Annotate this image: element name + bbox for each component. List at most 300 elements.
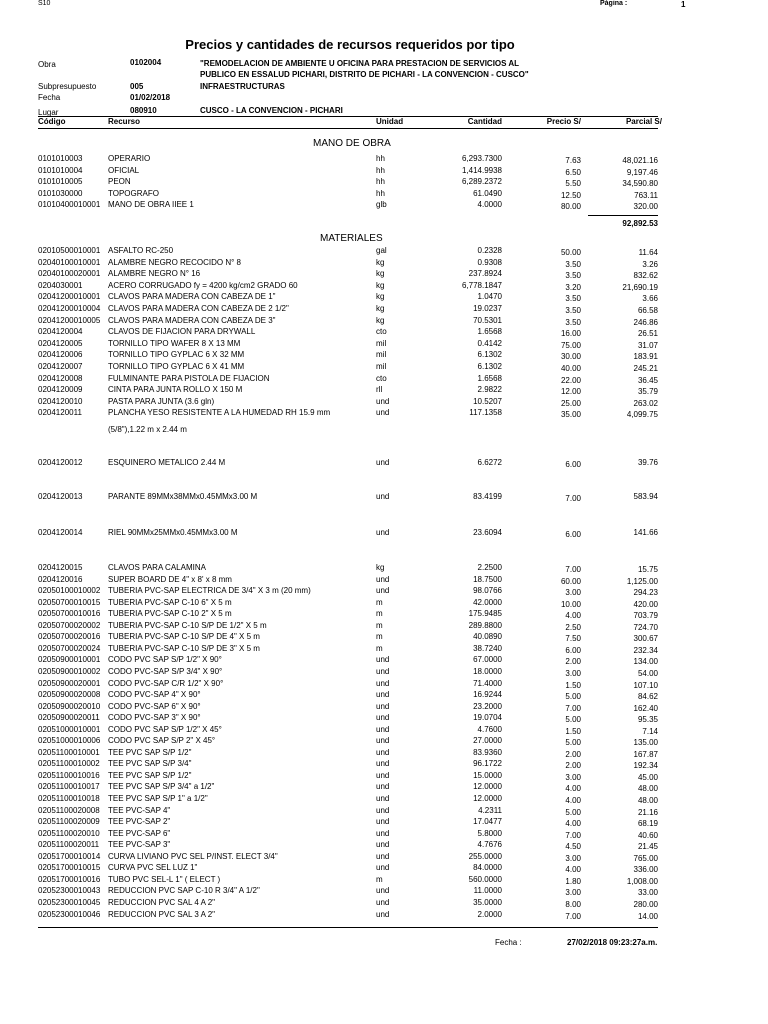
cell-unidad: m — [376, 874, 383, 884]
cell-codigo: 02051700010016 — [38, 874, 101, 884]
cell-unidad: und — [376, 736, 390, 746]
cell-recurso: PARANTE 89MMx38MMx0.45MMx3.00 M — [108, 492, 258, 501]
table-row — [0, 655, 768, 666]
cell-recurso: TORNILLO TIPO GYPLAC 6 X 32 MM — [108, 350, 245, 360]
cell-unidad: und — [376, 828, 390, 838]
page-label: Página : — [600, 0, 628, 7]
cell-recurso: REDUCCION PVC SAL 3 A 2" — [108, 909, 216, 919]
cell-parcial: 3.26 — [642, 259, 658, 269]
cell-parcial: 765.00 — [633, 853, 658, 863]
cell-parcial: 141.66 — [633, 528, 658, 537]
table-row — [0, 304, 768, 315]
cell-unidad: und — [376, 747, 390, 757]
cell-codigo: 0101010005 — [38, 177, 83, 187]
cell-unidad: und — [376, 458, 390, 467]
table-row — [0, 806, 768, 817]
cell-codigo: 0204120005 — [38, 338, 83, 348]
cell-codigo: 02052300010043 — [38, 886, 101, 896]
cell-codigo: 02010500010001 — [38, 246, 101, 255]
cell-cantidad: 4.2311 — [478, 805, 502, 815]
cell-unidad: kg — [376, 257, 385, 267]
cell-precio: 16.00 — [560, 329, 581, 339]
cell-codigo: 0204120004 — [38, 327, 83, 337]
table-row — [0, 563, 768, 574]
cell-codigo: 02050900020008 — [38, 690, 101, 700]
cell-parcial: 9,197.46 — [626, 167, 658, 177]
cell-precio: 4.00 — [565, 819, 581, 829]
cell-precio: 6.00 — [565, 460, 581, 469]
mano-obra-total: 92,892.53 — [622, 219, 658, 228]
cell-unidad: und — [376, 851, 390, 861]
page-title: Precios y cantidades de recursos requeridos por tipo — [185, 37, 515, 52]
cell-codigo: 0204120016 — [38, 574, 83, 584]
column-header — [0, 117, 768, 128]
cell-cantidad: 2.2500 — [477, 563, 502, 572]
cell-recurso: CLAVOS PARA MADERA CON CABEZA DE 1" — [108, 292, 276, 302]
cell-cantidad: 61.0490 — [473, 188, 502, 198]
cell-cantidad: 2.0000 — [477, 909, 502, 919]
cell-recurso: TEE PVC-SAP 3" — [108, 840, 171, 850]
cell-parcial: 320.00 — [633, 202, 658, 212]
cell-recurso: TORNILLO TIPO WAFER 8 X 13 MM — [108, 338, 241, 348]
table-row — [0, 748, 768, 759]
cell-cantidad: 18.0000 — [473, 666, 502, 676]
table-row — [0, 575, 768, 586]
cell-recurso: TUBO PVC SEL-L 1" ( ELECT ) — [108, 874, 221, 884]
cell-parcial: 40.60 — [637, 830, 658, 840]
cell-cantidad: 83.9360 — [473, 747, 502, 757]
cell-recurso: CODO PVC-SAP C/R 1/2" X 90° — [108, 678, 224, 688]
obra-desc-1: "REMODELACION DE AMBIENTE U OFICINA PARA PRESTACION DE SERVICIOS AL — [200, 59, 520, 68]
cell-precio: 60.00 — [560, 576, 581, 586]
cell-parcial: 7.14 — [642, 726, 658, 736]
cell-codigo: 0204120014 — [38, 528, 83, 537]
mano-obra-total-rule — [588, 215, 658, 216]
cell-parcial: 36.45 — [637, 375, 658, 385]
table-row — [0, 397, 768, 408]
report-code: S10 — [38, 0, 51, 7]
cell-precio: 2.50 — [565, 622, 581, 632]
cell-recurso: CODO PVC SAP S/P 1/2" X 90° — [108, 655, 222, 665]
cell-precio: 6.00 — [565, 530, 581, 539]
cell-precio: 7.00 — [565, 703, 581, 713]
cell-parcial: 4,099.75 — [626, 410, 658, 420]
cell-cantidad: 84.0000 — [473, 863, 502, 873]
cell-parcial: 1,008.00 — [626, 876, 658, 886]
cell-recurso: PLANCHA YESO RESISTENTE A LA HUMEDAD RH 15.9 mm — [108, 408, 331, 418]
cell-cantidad: 19.0704 — [473, 713, 502, 723]
cell-unidad: hh — [376, 188, 385, 198]
cell-unidad: und — [376, 897, 390, 907]
cell-recurso: FULMINANTE PARA PISTOLA DE FIJACION — [108, 373, 270, 383]
cell-precio: 7.00 — [565, 494, 581, 503]
cell-unidad: m — [376, 609, 383, 619]
cell-parcial: 21,690.19 — [622, 282, 658, 292]
cell-precio: 3.00 — [565, 588, 581, 598]
cell-codigo: 02040100010001 — [38, 257, 101, 267]
cell-precio: 50.00 — [560, 248, 581, 257]
cell-codigo: 02050700010015 — [38, 597, 101, 607]
cell-unidad: und — [376, 492, 390, 501]
table-row — [0, 632, 768, 643]
cell-recurso: CODO PVC-SAP 4" X 90° — [108, 690, 201, 700]
table-row — [0, 621, 768, 632]
cell-precio: 12.00 — [560, 387, 581, 397]
table-row — [0, 771, 768, 782]
header-bottom-rule — [38, 128, 658, 129]
cell-precio: 3.50 — [565, 317, 581, 327]
cell-cantidad: 6,289.2372 — [461, 177, 502, 187]
cell-parcial: 162.40 — [633, 703, 658, 713]
cell-precio: 4.00 — [565, 796, 581, 805]
cell-precio: 1.80 — [565, 876, 581, 886]
obra-label: Obra — [38, 60, 56, 69]
cell-parcial: 34,590.80 — [622, 179, 658, 189]
table-row — [0, 316, 768, 327]
cell-codigo: 02041200010001 — [38, 292, 101, 302]
cell-precio: 2.00 — [565, 761, 581, 771]
table-row — [0, 189, 768, 200]
table-row — [0, 350, 768, 361]
cell-cantidad: 6,293.7300 — [461, 154, 502, 163]
cell-cantidad: 38.7240 — [473, 643, 502, 653]
cell-unidad: kg — [376, 315, 385, 325]
cell-cantidad: 19.0237 — [473, 304, 502, 313]
table-row — [0, 598, 768, 609]
table-row — [0, 886, 768, 897]
table-row — [0, 177, 768, 188]
col-recurso: Recurso — [108, 117, 141, 126]
table-row — [0, 840, 768, 851]
cell-precio: 12.50 — [560, 190, 581, 200]
cell-parcial: 95.35 — [637, 715, 658, 725]
cell-recurso: CODO PVC-SAP 3" X 90° — [108, 713, 201, 723]
cell-recurso: TEE PVC SAP S/P 1" a 1/2" — [108, 794, 208, 803]
cell-precio: 5.00 — [565, 715, 581, 725]
cell-codigo: 02051100020009 — [38, 817, 100, 827]
cell-recurso: ALAMBRE NEGRO N° 16 — [108, 269, 201, 279]
cell-parcial: 35.79 — [637, 387, 658, 397]
table-row — [0, 258, 768, 269]
cell-unidad: und — [376, 408, 390, 418]
cell-cantidad: 6,778.1847 — [461, 280, 502, 290]
cell-parcial: 14.00 — [637, 911, 658, 921]
cell-unidad: und — [376, 678, 390, 688]
cell-recurso: SUPER BOARD DE 4" x 8' x 8 mm — [108, 574, 232, 584]
cell-precio: 40.00 — [560, 364, 581, 373]
cell-cantidad: 175.9485 — [468, 609, 502, 619]
cell-precio: 75.00 — [560, 340, 581, 350]
table-row — [0, 458, 768, 469]
cell-codigo: 02051100010018 — [38, 794, 100, 803]
cell-cantidad: 70.5301 — [473, 315, 502, 325]
cell-unidad: und — [376, 840, 390, 850]
cell-parcial: 134.00 — [633, 657, 658, 667]
cell-recurso: TUBERIA PVC-SAP C-10 S/P DE 3" X 5 m — [108, 643, 260, 653]
cell-parcial: 48.00 — [637, 784, 658, 794]
cell-precio: 30.00 — [560, 352, 581, 362]
cell-unidad: und — [376, 666, 390, 676]
cell-recurso: PEON — [108, 177, 131, 187]
cell-recurso: CLAVOS PARA CALAMINA — [108, 563, 206, 572]
cell-precio: 3.00 — [565, 668, 581, 678]
cell-parcial: 420.00 — [633, 599, 658, 609]
col-cantidad: Cantidad — [467, 117, 502, 126]
table-row — [0, 528, 768, 539]
cell-unidad: und — [376, 863, 390, 873]
table-row — [0, 492, 768, 503]
cell-codigo: 02052300010046 — [38, 909, 101, 919]
cell-precio: 4.00 — [565, 784, 581, 794]
cell-precio: 3.00 — [565, 888, 581, 898]
cell-unidad: mil — [376, 362, 387, 371]
cell-unidad: und — [376, 713, 390, 723]
cell-parcial: 26.51 — [637, 329, 658, 339]
cell-precio: 2.00 — [565, 657, 581, 667]
cell-cantidad: 23.6094 — [473, 528, 502, 537]
cell-codigo: 0204120009 — [38, 385, 83, 395]
cell-codigo: 01010400010001 — [38, 200, 101, 210]
cell-codigo: 0101030000 — [38, 188, 83, 198]
cell-unidad: und — [376, 909, 390, 919]
cell-codigo: 02050700010016 — [38, 609, 101, 619]
cell-precio: 3.50 — [565, 259, 581, 269]
cell-cantidad: 23.2000 — [473, 701, 502, 711]
cell-parcial: 45.00 — [637, 772, 658, 782]
cell-codigo: 0101010003 — [38, 154, 83, 163]
table-row — [0, 829, 768, 840]
cell-precio: 3.50 — [565, 306, 581, 315]
cell-unidad: kg — [376, 269, 385, 279]
cell-cantidad: 18.7500 — [473, 574, 502, 584]
cell-precio: 4.50 — [565, 842, 581, 852]
cell-codigo: 02051100010017 — [38, 782, 100, 792]
fecha-value: 01/02/2018 — [130, 93, 171, 102]
cell-codigo: 02050900010002 — [38, 666, 101, 676]
cell-unidad: glb — [376, 200, 387, 210]
cell-unidad: und — [376, 817, 390, 827]
cell-codigo: 0204120010 — [38, 396, 83, 406]
table-row — [0, 852, 768, 863]
cell-cantidad: 4.7600 — [477, 724, 502, 734]
cell-unidad: und — [376, 805, 390, 815]
cell-parcial: 54.00 — [637, 668, 658, 678]
section-mano-obra: MANO DE OBRA — [313, 138, 391, 149]
cell-unidad: und — [376, 586, 390, 596]
cell-recurso: CLAVOS DE FIJACION PARA DRYWALL — [108, 327, 256, 337]
cell-cantidad: 0.4142 — [477, 338, 502, 348]
cell-recurso: CODO PVC-SAP 6" X 90° — [108, 701, 201, 711]
cell-recurso: TEE PVC-SAP 2" — [108, 817, 171, 827]
cell-precio: 8.00 — [565, 899, 581, 909]
cell-precio: 6.00 — [565, 645, 581, 655]
cell-precio: 4.00 — [565, 865, 581, 875]
table-row — [0, 725, 768, 736]
cell-unidad: cto — [376, 373, 387, 383]
cell-recurso: TUBERIA PVC-SAP ELECTRICA DE 3/4" X 3 m (20 mm) — [108, 586, 311, 596]
cell-precio: 7.63 — [565, 156, 581, 165]
cell-unidad: kg — [376, 563, 385, 572]
cell-codigo: 0204120015 — [38, 563, 83, 572]
cell-codigo: 0204120012 — [38, 458, 83, 467]
cell-precio: 25.00 — [560, 398, 581, 408]
cell-recurso: TOPOGRAFO — [108, 188, 159, 198]
cell-cantidad: 6.1302 — [477, 362, 502, 371]
cell-unidad: kg — [376, 292, 385, 302]
cell-cantidad: 71.4000 — [473, 678, 502, 688]
obra-desc-2: PUBLICO EN ESSALUD PICHARI, DISTRITO DE PICHARI - LA CONVENCION - CUSCO" — [200, 70, 529, 79]
cell-codigo: 02041200010005 — [38, 315, 101, 325]
cell-codigo: 02051000010006 — [38, 736, 101, 746]
subpresupuesto-code: 005 — [130, 82, 144, 91]
cell-codigo: 02050700020016 — [38, 632, 101, 642]
cell-cantidad: 98.0766 — [473, 586, 502, 596]
cell-cantidad: 289.8800 — [468, 620, 502, 630]
lugar-label: Lugar — [38, 108, 59, 117]
col-precio: Precio S/ — [546, 117, 581, 126]
cell-recurso: TEE PVC SAP S/P 3/4" — [108, 759, 192, 769]
table-row — [0, 166, 768, 177]
cell-cantidad: 0.2328 — [477, 246, 502, 255]
cell-cantidad: 12.0000 — [473, 782, 502, 792]
table-row — [0, 736, 768, 747]
table-row — [0, 327, 768, 338]
cell-cantidad: 1.0470 — [477, 292, 502, 302]
cell-unidad: und — [376, 574, 390, 584]
table-row — [0, 794, 768, 805]
cell-cantidad: 6.1302 — [477, 350, 502, 360]
table-row — [0, 690, 768, 701]
cell-cantidad: 2.9822 — [477, 385, 502, 395]
cell-unidad: m — [376, 620, 383, 630]
cell-unidad: und — [376, 886, 390, 896]
cell-codigo: 0204120011 — [38, 408, 82, 418]
cell-parcial: 703.79 — [633, 611, 658, 621]
cell-recurso: TEE PVC-SAP 6" — [108, 828, 171, 838]
cell-recurso: CINTA PARA JUNTA ROLLO X 150 M — [108, 385, 243, 395]
cell-recurso: ACERO CORRUGADO fy = 4200 kg/cm2 GRADO 60 — [108, 280, 298, 290]
cell-parcial: 66.58 — [637, 306, 658, 315]
cell-precio: 1.50 — [565, 726, 581, 736]
cell-recurso: TORNILLO TIPO GYPLAC 6 X 41 MM — [108, 362, 245, 371]
cell-cantidad: 1.6568 — [477, 373, 502, 383]
cell-parcial: 48,021.16 — [622, 156, 658, 165]
cell-precio: 7.50 — [565, 634, 581, 644]
cell-recurso: TUBERIA PVC-SAP C-10 S/P DE 1/2" X 5 m — [108, 620, 267, 630]
cell-codigo: 0101010004 — [38, 165, 83, 175]
cell-cantidad: 255.0000 — [468, 851, 502, 861]
cell-parcial: 300.67 — [633, 634, 658, 644]
cell-cantidad: 12.0000 — [473, 794, 502, 803]
cell-unidad: mil — [376, 350, 387, 360]
cell-codigo: 0204030001 — [38, 280, 83, 290]
cell-unidad: und — [376, 794, 390, 803]
cell-parcial: 21.45 — [637, 842, 658, 852]
table-row — [0, 817, 768, 828]
cell-precio: 3.50 — [565, 294, 581, 304]
cell-unidad: m — [376, 643, 383, 653]
table-row — [0, 339, 768, 350]
cell-parcial: 336.00 — [633, 865, 658, 875]
cell-parcial: 3.66 — [642, 294, 658, 304]
cell-cantidad: 6.6272 — [477, 458, 502, 467]
table-row — [0, 408, 768, 419]
cell-parcial: 1,125.00 — [626, 576, 658, 586]
cell-cantidad: 16.9244 — [473, 690, 502, 700]
cell-recurso: ASFALTO RC-250 — [108, 246, 174, 255]
cell-unidad: und — [376, 724, 390, 734]
table-row — [0, 374, 768, 385]
cell-cantidad: 11.0000 — [473, 886, 502, 896]
cell-unidad: hh — [376, 154, 385, 163]
cell-parcial: 724.70 — [633, 622, 658, 632]
cell-unidad: und — [376, 655, 390, 665]
col-codigo: Código — [38, 117, 66, 126]
cell-cantidad: 4.7676 — [477, 840, 502, 850]
cell-precio: 6.50 — [565, 167, 581, 177]
cell-parcial: 167.87 — [633, 749, 658, 759]
cell-recurso: ESQUINERO METALICO 2.44 M — [108, 458, 226, 467]
cell-codigo: 02050900010001 — [38, 655, 101, 665]
table-row — [0, 667, 768, 678]
table-row — [0, 782, 768, 793]
cell-codigo: 02051100010016 — [38, 770, 100, 780]
table-row — [0, 875, 768, 886]
cell-parcial: 183.91 — [633, 352, 658, 362]
cell-cantidad: 67.0000 — [473, 655, 502, 665]
cell-precio: 35.00 — [560, 410, 581, 420]
cell-cantidad: 1,414.9938 — [461, 165, 502, 175]
table-row — [0, 898, 768, 909]
cell-cantidad: 15.0000 — [473, 770, 502, 780]
cell-codigo: 02051100010002 — [38, 759, 100, 769]
table-row — [0, 863, 768, 874]
table-row — [0, 644, 768, 655]
cell-recurso: TEE PVC SAP S/P 3/4" a 1/2" — [108, 782, 215, 792]
cell-codigo: 02050700020024 — [38, 643, 101, 653]
cell-unidad: cto — [376, 327, 387, 337]
cell-cantidad: 10.5207 — [473, 396, 502, 406]
cell-parcial: 11.64 — [638, 248, 658, 257]
cell-unidad: hh — [376, 177, 385, 187]
cell-parcial: 135.00 — [633, 738, 658, 748]
cell-unidad: und — [376, 528, 390, 537]
col-parcial: Parcial S/ — [625, 117, 662, 126]
table-row — [0, 759, 768, 770]
table-row — [0, 679, 768, 690]
cell-codigo: 02050700020002 — [38, 620, 101, 630]
cell-codigo: 0204120007 — [38, 362, 83, 371]
obra-code: 0102004 — [130, 58, 162, 67]
cell-recurso: TEE PVC SAP S/P 1/2" — [108, 770, 192, 780]
cell-recurso: MANO DE OBRA IIEE 1 — [108, 200, 194, 210]
cell-recurso: CODO PVC SAP S/P 1/2" X 45° — [108, 724, 222, 734]
cell-unidad: gal — [376, 246, 387, 255]
table-row — [0, 154, 768, 165]
subpresupuesto-label: Subpresupuesto — [38, 82, 97, 91]
cell-cantidad: 117.1358 — [469, 408, 502, 418]
cell-unidad: hh — [376, 165, 385, 175]
cell-codigo: 02050900020011 — [38, 713, 100, 723]
cell-unidad: und — [376, 396, 390, 406]
cell-precio: 5.50 — [565, 179, 581, 189]
cell-precio: 3.20 — [565, 282, 581, 292]
table-row — [0, 246, 768, 257]
col-unidad: Unidad — [376, 117, 404, 126]
cell-recurso: OPERARIO — [108, 154, 151, 163]
cell-parcial: 245.21 — [633, 364, 658, 373]
footer-fecha-value: 27/02/2018 09:23:27a.m. — [567, 938, 658, 947]
